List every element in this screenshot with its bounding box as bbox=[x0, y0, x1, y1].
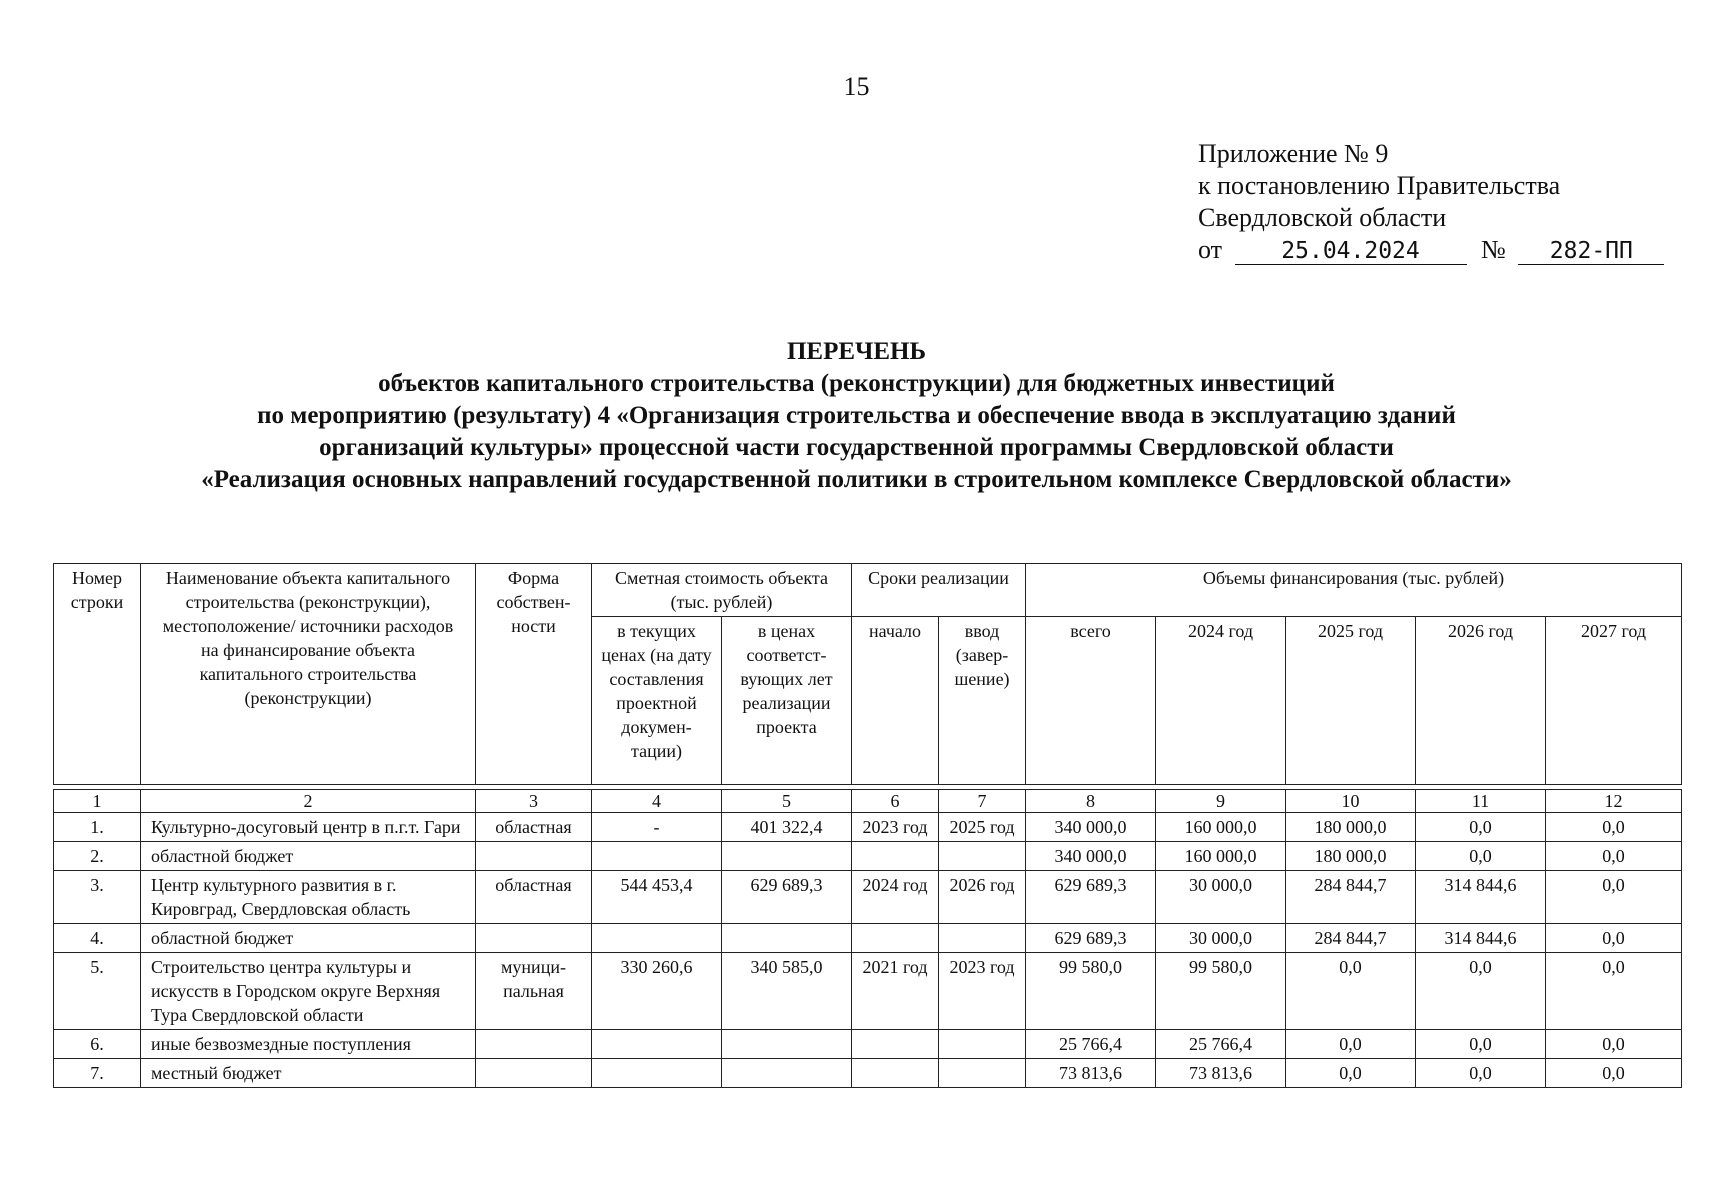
amount-2027-cell: 0,0 bbox=[1546, 1030, 1682, 1059]
title-line-4: организаций культуры» процессной части государственной программы Свердловской области bbox=[319, 434, 1394, 461]
row-number-cell: 1. bbox=[54, 813, 141, 842]
ownership-cell bbox=[476, 842, 592, 871]
header-funding: Объемы финансирования (тыс. рублей) bbox=[1026, 564, 1682, 617]
amount-2027-cell: 0,0 bbox=[1546, 813, 1682, 842]
end-year-cell: 2025 год bbox=[939, 813, 1026, 842]
column-number-cell: 8 bbox=[1026, 790, 1156, 813]
appendix-line-3: Свердловской области bbox=[1198, 203, 1447, 232]
amount-2025-cell: 180 000,0 bbox=[1286, 813, 1416, 842]
amount-2025-cell: 0,0 bbox=[1286, 1059, 1416, 1088]
amount-2026-cell: 0,0 bbox=[1416, 842, 1546, 871]
ownership-cell bbox=[476, 924, 592, 953]
row-number-cell: 4. bbox=[54, 924, 141, 953]
end-year-cell bbox=[939, 924, 1026, 953]
table-row bbox=[54, 1030, 1682, 1059]
object-name-cell: областной бюджет bbox=[141, 924, 476, 953]
cost-current-cell bbox=[592, 1030, 722, 1059]
cost-current-cell bbox=[592, 842, 722, 871]
header-2025: 2025 год bbox=[1286, 617, 1416, 785]
cost-current-cell: - bbox=[592, 813, 722, 842]
ownership-cell: муници- пальная bbox=[476, 953, 592, 1030]
table-row bbox=[54, 813, 1682, 842]
column-number-cell: 1 bbox=[54, 790, 141, 813]
table-row bbox=[54, 924, 1682, 953]
title-line-5: «Реализация основных направлений государственной политики в строительном комплексе Свердловской области» bbox=[201, 466, 1512, 493]
column-numbers-row bbox=[54, 790, 1682, 813]
total-cell: 340 000,0 bbox=[1026, 813, 1156, 842]
cost-years-cell: 401 322,4 bbox=[722, 813, 852, 842]
row-number-cell: 2. bbox=[54, 842, 141, 871]
amount-2027-cell: 0,0 bbox=[1546, 924, 1682, 953]
cost-current-cell bbox=[592, 924, 722, 953]
amount-2026-cell: 0,0 bbox=[1416, 813, 1546, 842]
start-year-cell: 2024 год bbox=[852, 871, 939, 924]
object-name-cell: иные безвозмездные поступления bbox=[141, 1030, 476, 1059]
start-year-cell: 2021 год bbox=[852, 953, 939, 1030]
appendix-line-2: к постановлению Правительства bbox=[1198, 171, 1561, 200]
header-2026: 2026 год bbox=[1416, 617, 1546, 785]
amount-2027-cell: 0,0 bbox=[1546, 871, 1682, 924]
from-label: от bbox=[1198, 235, 1223, 264]
end-year-cell bbox=[939, 1059, 1026, 1088]
amount-2027-cell: 0,0 bbox=[1546, 1059, 1682, 1088]
amount-2025-cell: 0,0 bbox=[1286, 1030, 1416, 1059]
start-year-cell bbox=[852, 1059, 939, 1088]
cost-years-cell bbox=[722, 924, 852, 953]
header-cost-current: в текущих ценах (на дату составления проектной докумен- тации) bbox=[592, 617, 722, 785]
object-name-cell: Центр культурного развития в г. Кировград, Свердловская область bbox=[141, 871, 476, 924]
amount-2024-cell: 73 813,6 bbox=[1156, 1059, 1286, 1088]
header-2027: 2027 год bbox=[1546, 617, 1682, 785]
amount-2026-cell: 314 844,6 bbox=[1416, 924, 1546, 953]
row-number-cell: 3. bbox=[54, 871, 141, 924]
amount-2026-cell: 0,0 bbox=[1416, 1030, 1546, 1059]
header-ownership: Форма собствен- ности bbox=[476, 564, 592, 785]
cost-years-cell bbox=[722, 1059, 852, 1088]
amount-2026-cell: 0,0 bbox=[1416, 1059, 1546, 1088]
number-label: № bbox=[1481, 235, 1506, 264]
total-cell: 25 766,4 bbox=[1026, 1030, 1156, 1059]
appendix-line-1: Приложение № 9 bbox=[1198, 139, 1389, 168]
table-body bbox=[54, 785, 1682, 1088]
header-2024: 2024 год bbox=[1156, 617, 1286, 785]
object-name-cell: Строительство центра культуры и искусств в Городском округе Верхняя Тура Свердловской области bbox=[141, 953, 476, 1030]
header-total: всего bbox=[1026, 617, 1156, 785]
ownership-cell: областная bbox=[476, 813, 592, 842]
end-year-cell bbox=[939, 1030, 1026, 1059]
total-cell: 340 000,0 bbox=[1026, 842, 1156, 871]
column-number-cell: 5 bbox=[722, 790, 852, 813]
header-terms: Сроки реализации bbox=[852, 564, 1026, 617]
column-number-cell: 4 bbox=[592, 790, 722, 813]
column-number-cell: 10 bbox=[1286, 790, 1416, 813]
amount-2024-cell: 160 000,0 bbox=[1156, 842, 1286, 871]
row-number-cell: 7. bbox=[54, 1059, 141, 1088]
amount-2024-cell: 99 580,0 bbox=[1156, 953, 1286, 1030]
total-cell: 629 689,3 bbox=[1026, 871, 1156, 924]
start-year-cell bbox=[852, 1030, 939, 1059]
table-row bbox=[54, 953, 1682, 1030]
ownership-cell bbox=[476, 1059, 592, 1088]
column-number-cell: 12 bbox=[1546, 790, 1682, 813]
column-number-cell: 7 bbox=[939, 790, 1026, 813]
row-number-cell: 5. bbox=[54, 953, 141, 1030]
end-year-cell bbox=[939, 842, 1026, 871]
header-estimated-cost: Сметная стоимость объекта (тыс. рублей) bbox=[592, 564, 852, 617]
appendix-signature-line bbox=[1198, 234, 1664, 266]
header-start: начало bbox=[852, 617, 939, 785]
amount-2024-cell: 30 000,0 bbox=[1156, 924, 1286, 953]
column-number-cell: 6 bbox=[852, 790, 939, 813]
total-cell: 73 813,6 bbox=[1026, 1059, 1156, 1088]
column-number-cell: 11 bbox=[1416, 790, 1546, 813]
start-year-cell bbox=[852, 924, 939, 953]
resolution-date: 25.04.2024 bbox=[1235, 238, 1467, 265]
amount-2027-cell: 0,0 bbox=[1546, 842, 1682, 871]
cost-years-cell: 340 585,0 bbox=[722, 953, 852, 1030]
row-number-cell: 6. bbox=[54, 1030, 141, 1059]
start-year-cell bbox=[852, 842, 939, 871]
cost-years-cell bbox=[722, 842, 852, 871]
end-year-cell: 2023 год bbox=[939, 953, 1026, 1030]
amount-2025-cell: 180 000,0 bbox=[1286, 842, 1416, 871]
header-end: ввод (завер- шение) bbox=[939, 617, 1026, 785]
amount-2024-cell: 30 000,0 bbox=[1156, 871, 1286, 924]
title-line-3: по мероприятию (результату) 4 «Организация строительства и обеспечение ввода в эксплуатацию зданий bbox=[257, 402, 1456, 429]
object-name-cell: местный бюджет bbox=[141, 1059, 476, 1088]
table-row bbox=[54, 1059, 1682, 1088]
header-cost-years: в ценах соответст- вующих лет реализации проекта bbox=[722, 617, 852, 785]
cost-years-cell: 629 689,3 bbox=[722, 871, 852, 924]
total-cell: 629 689,3 bbox=[1026, 924, 1156, 953]
cost-current-cell: 330 260,6 bbox=[592, 953, 722, 1030]
amount-2026-cell: 0,0 bbox=[1416, 953, 1546, 1030]
page-number: 15 bbox=[843, 72, 870, 101]
object-name-cell: областной бюджет bbox=[141, 842, 476, 871]
table-row bbox=[54, 842, 1682, 871]
total-cell: 99 580,0 bbox=[1026, 953, 1156, 1030]
cost-current-cell: 544 453,4 bbox=[592, 871, 722, 924]
amount-2024-cell: 25 766,4 bbox=[1156, 1030, 1286, 1059]
ownership-cell: областная bbox=[476, 871, 592, 924]
title-line-1: ПЕРЕЧЕНЬ bbox=[786, 338, 927, 365]
amount-2025-cell: 284 844,7 bbox=[1286, 924, 1416, 953]
amount-2027-cell: 0,0 bbox=[1546, 953, 1682, 1030]
header-object-name: Наименование объекта капитального строительства (реконструкции), местоположение/ источники расходов на финансирование объекта капитального строительства (реконструкции) bbox=[141, 564, 476, 785]
object-name-cell: Культурно-досуговый центр в п.г.т. Гари bbox=[141, 813, 476, 842]
column-number-cell: 9 bbox=[1156, 790, 1286, 813]
title-line-2: объектов капитального строительства (реконструкции) для бюджетных инвестиций bbox=[378, 370, 1335, 397]
appendix-block bbox=[1198, 138, 1664, 266]
resolution-number: 282-ПП bbox=[1518, 238, 1664, 265]
header-row-1 bbox=[54, 564, 1682, 617]
header-row-number: Номер строки bbox=[54, 564, 141, 785]
amount-2024-cell: 160 000,0 bbox=[1156, 813, 1286, 842]
objects-table bbox=[53, 563, 1682, 1088]
amount-2025-cell: 284 844,7 bbox=[1286, 871, 1416, 924]
amount-2026-cell: 314 844,6 bbox=[1416, 871, 1546, 924]
cost-current-cell bbox=[592, 1059, 722, 1088]
table-row bbox=[54, 871, 1682, 924]
cost-years-cell bbox=[722, 1030, 852, 1059]
amount-2025-cell: 0,0 bbox=[1286, 953, 1416, 1030]
ownership-cell bbox=[476, 1030, 592, 1059]
end-year-cell: 2026 год bbox=[939, 871, 1026, 924]
column-number-cell: 2 bbox=[141, 790, 476, 813]
start-year-cell: 2023 год bbox=[852, 813, 939, 842]
column-number-cell: 3 bbox=[476, 790, 592, 813]
document-title bbox=[0, 336, 1713, 496]
